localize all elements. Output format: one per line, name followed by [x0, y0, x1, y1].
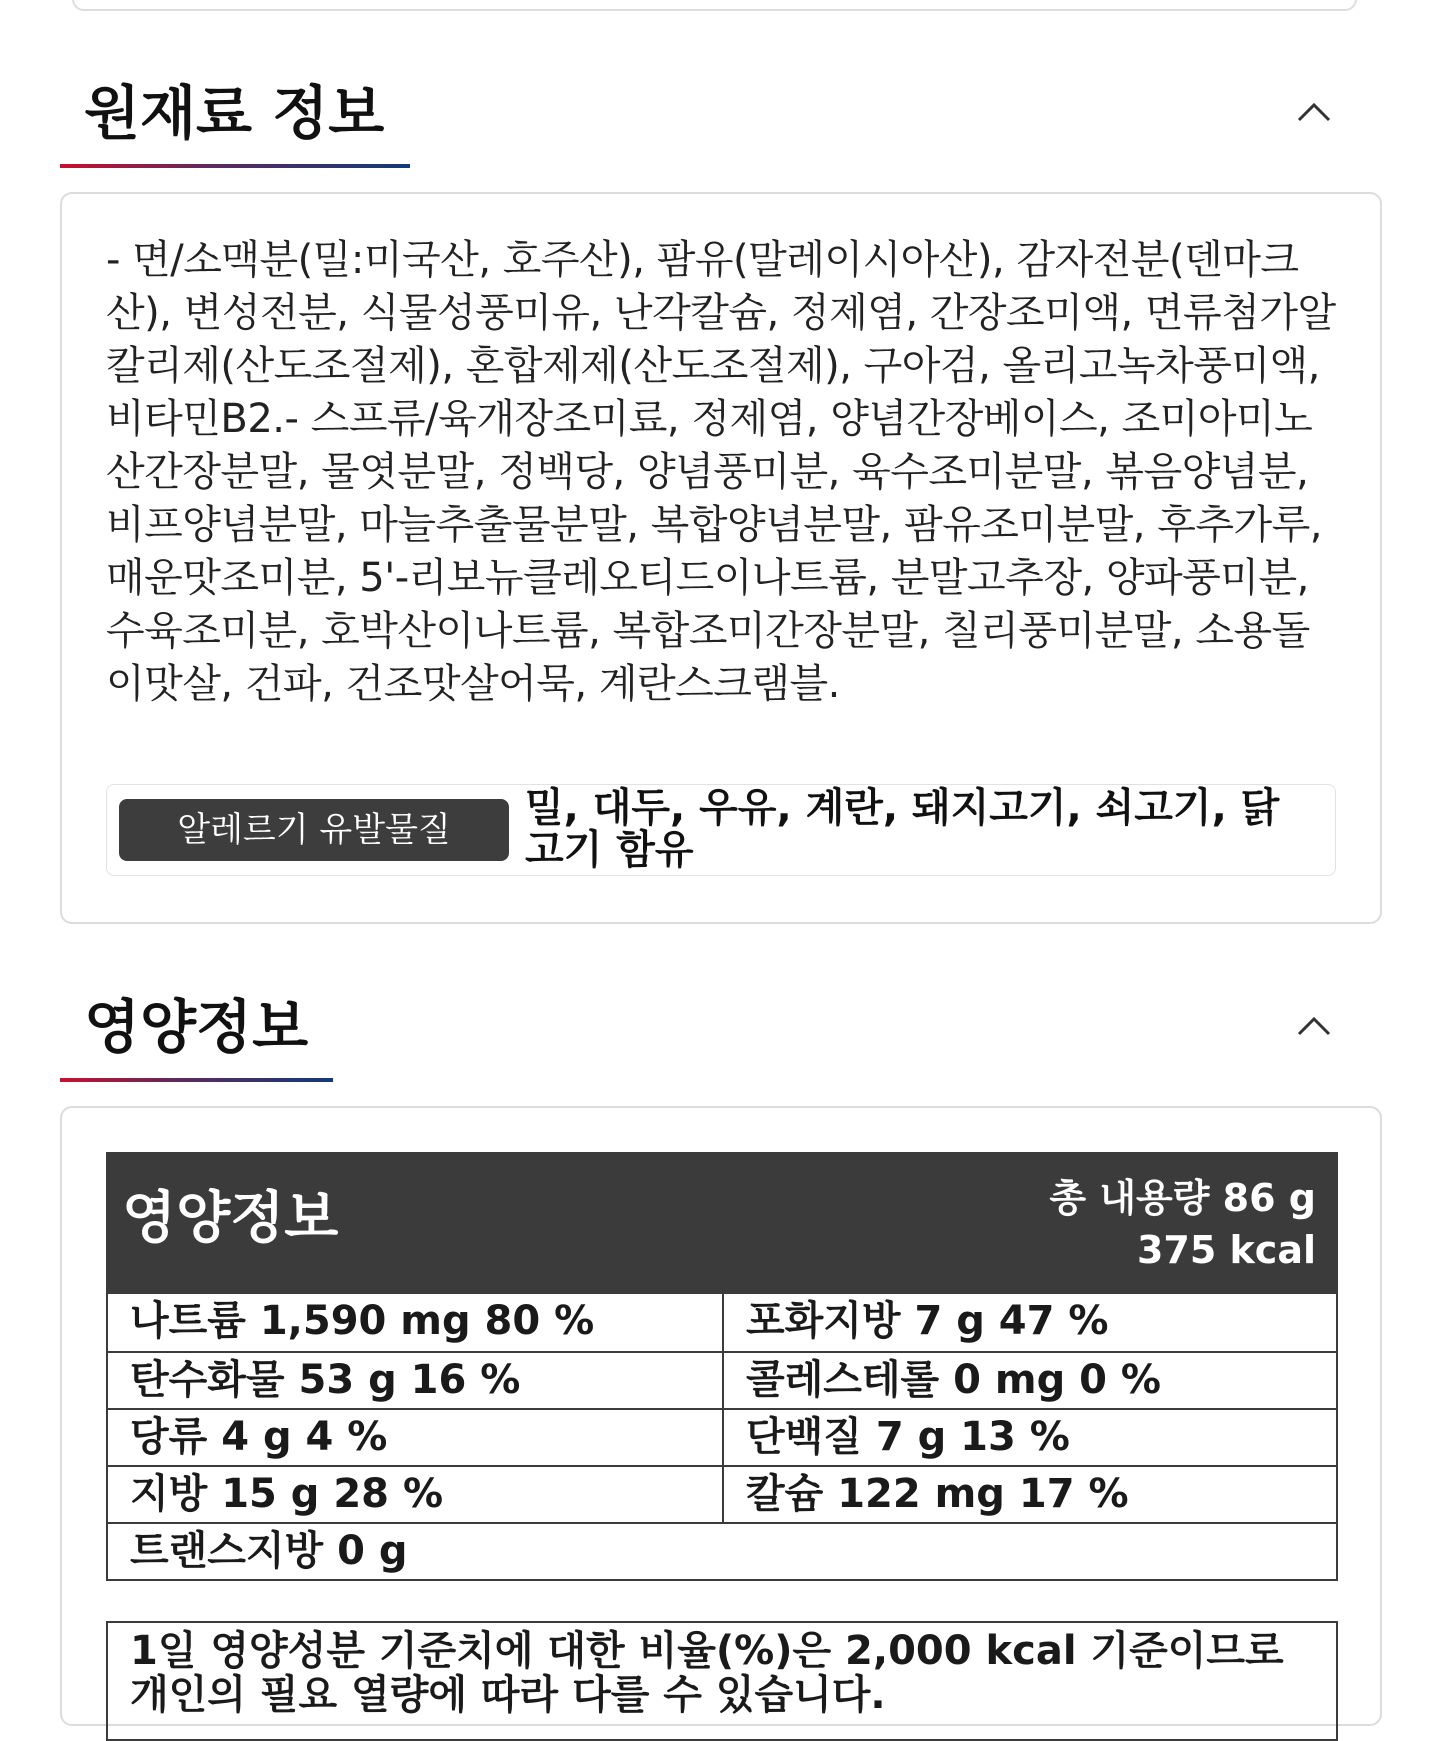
nutrient-cell: 나트륨 1,590 mg 80 % [130, 1298, 595, 1344]
nutrition-table [106, 1152, 1338, 1581]
chevron-up-icon[interactable] [1292, 1006, 1336, 1046]
nutrient-cell: 칼슘 122 mg 17 % [722, 1467, 1336, 1522]
nutrition-card [60, 1106, 1382, 1726]
allergy-text: 밀, 대두, 우유, 계란, 돼지고기, 쇠고기, 닭고기 함유 [525, 785, 1280, 873]
table-row [108, 1294, 1336, 1351]
nutrient-cell: 당류 4 g 4 % [130, 1414, 388, 1460]
ingredients-section-title: 원재료 정보 [84, 79, 385, 147]
ingredients-card [60, 192, 1382, 924]
allergy-badge: 알레르기 유발물질 [119, 799, 509, 861]
nutrition-table-header [106, 1152, 1338, 1294]
nutrition-grid [106, 1294, 1338, 1581]
nutrient-cell: 탄수화물 53 g 16 % [130, 1357, 521, 1403]
nutrition-summary [1049, 1172, 1316, 1276]
ingredients-section-header[interactable] [60, 78, 1382, 168]
nutrient-cell: 콜레스테롤 0 mg 0 % [722, 1353, 1336, 1408]
table-row [108, 1522, 1336, 1579]
table-row [108, 1351, 1336, 1408]
nutrition-section-title: 영양정보 [84, 993, 309, 1061]
calories: 375 kcal [1136, 1228, 1316, 1272]
nutrition-note: 1일 영양성분 기준치에 대한 비율(%)은 2,000 kcal 기준이므로 개인의 필요 열량에 따라 다를 수 있습니다. [106, 1621, 1338, 1741]
nutrient-cell: 포화지방 7 g 47 % [722, 1294, 1336, 1351]
nutrient-cell: 트랜스지방 0 g [130, 1528, 408, 1574]
nutrient-cell: 단백질 7 g 13 % [722, 1410, 1336, 1465]
nutrition-title-underline [60, 1078, 333, 1082]
ingredients-text: - 면/소맥분(밀:미국산, 호주산), 팜유(말레이시아산), 감자전분(덴마크산), 변성전분, 식물성풍미유, 난각칼슘, 정제염, 간장조미액, 면류첨가알칼리제(산도조절제), 혼합제제(산도조절제), 구아검, 올리고녹차풍미액, 비타민B2.- 스프류/육개장조미료, 정제염, 양념간장베이스, 조미아미노산간장분말, 물엿분말, 정백당, 양념풍미분, 육수조미분말, 볶음양념분, 비프양념분말, 마늘추출물분말, 복합양념분말, 팜유조미분말, 후추가루, 매운맛조미분, 5'-리보뉴클레오티드이나트륨, 분말고추장, 양파풍미분, 수육조미분, 호박산이나트륨, 복합조미간장분말, 칠리풍미분말, 소용돌이맛살, 건파, 건조맛살어묵, 계란스크램블. [106, 237, 1336, 707]
nutrition-table-title: 영양정보 [122, 1186, 339, 1251]
table-row [108, 1408, 1336, 1465]
total-amount: 총 내용량 86 g [1049, 1176, 1316, 1220]
chevron-up-icon[interactable] [1292, 92, 1336, 132]
nutrient-cell: 지방 15 g 28 % [130, 1471, 444, 1517]
nutrition-section-header[interactable] [60, 992, 1382, 1082]
allergy-info [106, 784, 1336, 876]
previous-section-card [72, 0, 1357, 11]
table-row [108, 1465, 1336, 1522]
ingredients-title-underline [60, 164, 410, 168]
